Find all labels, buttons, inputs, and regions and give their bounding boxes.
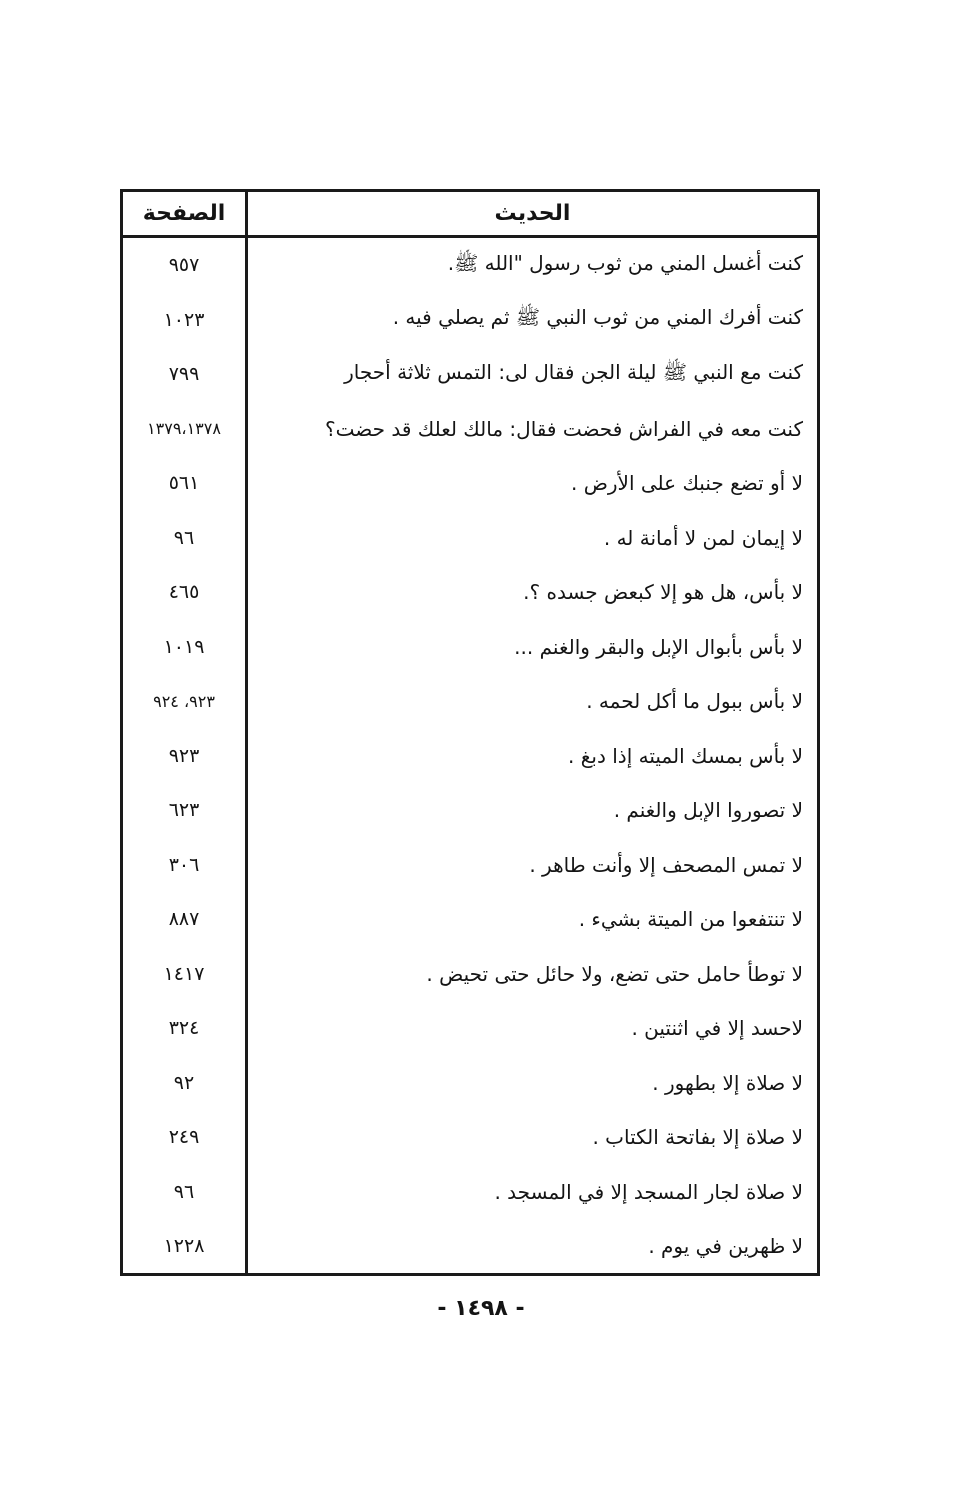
- hadith-text: كنت أفرك المني من ثوب النبي ﷺ ثم يصلي فيه .: [245, 293, 817, 348]
- page-reference: ٩٢٣، ٩٢٤: [153, 691, 215, 711]
- page-reference: ٤٦٥: [168, 581, 200, 604]
- hadith-text: لا تصوروا الإبل والغنم .: [245, 783, 817, 838]
- page-reference: ٢٤٩: [168, 1126, 200, 1149]
- page-reference: ٧٩٩: [168, 363, 200, 386]
- page-reference: ١٤١٧: [163, 962, 205, 985]
- table-row: [123, 511, 817, 566]
- hadith-text: لاحسد إلا في اثنتين .: [245, 1001, 817, 1056]
- table-row: [123, 402, 817, 457]
- page-reference: ٩٢٣: [168, 744, 200, 767]
- hadith-text: لا ظهرين في يوم .: [245, 1219, 817, 1274]
- page-reference: ١٠١٩: [163, 635, 205, 658]
- page-reference: ٥٦١: [168, 472, 200, 495]
- hadith-text: لا تنتفعوا من الميتة بشيء .: [245, 892, 817, 947]
- page-reference: ٦٢٣: [168, 799, 200, 822]
- hadith-text: لا صلاة إلا بفاتحة الكتاب .: [245, 1110, 817, 1165]
- hadith-text: لا توطأ حامل حتى تضع، ولا حائل حتى تحيض .: [245, 947, 817, 1002]
- page-reference: ٩٢: [173, 1071, 195, 1094]
- hadith-text: لا بأس، هل هو إلا كبعض جسده ؟.: [245, 565, 817, 620]
- hadith-text: لا صلاة إلا بطهور .: [245, 1056, 817, 1111]
- page-reference: ١٣٧٩،١٣٧٨: [147, 419, 221, 439]
- hadith-text: كنت مع النبي ﷺ ليلة الجن فقال لى: التمس ثلاثة أحجار: [245, 347, 817, 402]
- table-row: [123, 838, 817, 893]
- table-row: [123, 1110, 817, 1165]
- page-column-header: الصفحة: [142, 201, 226, 226]
- hadith-text: لا أو تضع جنبك على الأرض .: [245, 456, 817, 511]
- table-row: [123, 347, 817, 402]
- page-number: - ١٤٩٨ -: [437, 1296, 525, 1321]
- table-row: [123, 238, 817, 293]
- hadith-text: لا بأس بأبوال الإبل والبقر والغنم ...: [245, 620, 817, 675]
- hadith-text: كنت أغسل المني من ثوب رسول "الله ﷺ.: [245, 238, 817, 293]
- hadith-text: لا بأس بمسك الميته إذا دبغ .: [245, 729, 817, 784]
- hadith-text: لا تمس المصحف إلا وأنت طاهر .: [245, 838, 817, 893]
- hadith-text: لا بأس ببول ما أكل لحمه .: [245, 674, 817, 729]
- table-row: [123, 947, 817, 1002]
- hadith-column-header: الحديث: [245, 192, 817, 235]
- page-reference: ٩٦: [173, 1180, 195, 1203]
- table-row: [123, 565, 817, 620]
- table-row: [123, 892, 817, 947]
- page-reference: ٩٦: [173, 526, 195, 549]
- table-row: [123, 456, 817, 511]
- table-body: [123, 238, 817, 1274]
- table-row: [123, 1056, 817, 1111]
- page-reference: ٣٠٦: [168, 853, 200, 876]
- hadith-text: كنت معه في الفراش فحضت فقال: مالك لعلك قد حضت؟: [245, 402, 817, 457]
- page-reference: ٩٥٧: [168, 254, 200, 277]
- table-row: [123, 783, 817, 838]
- table-header-row: [123, 192, 817, 238]
- table-row: [123, 1165, 817, 1220]
- hadith-index-table: [120, 189, 820, 1276]
- hadith-text: لا صلاة لجار المسجد إلا في المسجد .: [245, 1165, 817, 1220]
- table-row: [123, 1001, 817, 1056]
- table-row: [123, 1219, 817, 1274]
- page-reference: ٣٢٤: [168, 1017, 200, 1040]
- page-reference: ١٠٢٣: [163, 308, 205, 331]
- table-row: [123, 620, 817, 675]
- table-row: [123, 729, 817, 784]
- table-row: [123, 674, 817, 729]
- page-reference: ٨٨٧: [168, 908, 200, 931]
- hadith-text: لا إيمان لمن لا أمانة له .: [245, 511, 817, 566]
- page-reference: ١٢٢٨: [163, 1235, 205, 1258]
- table-row: [123, 293, 817, 348]
